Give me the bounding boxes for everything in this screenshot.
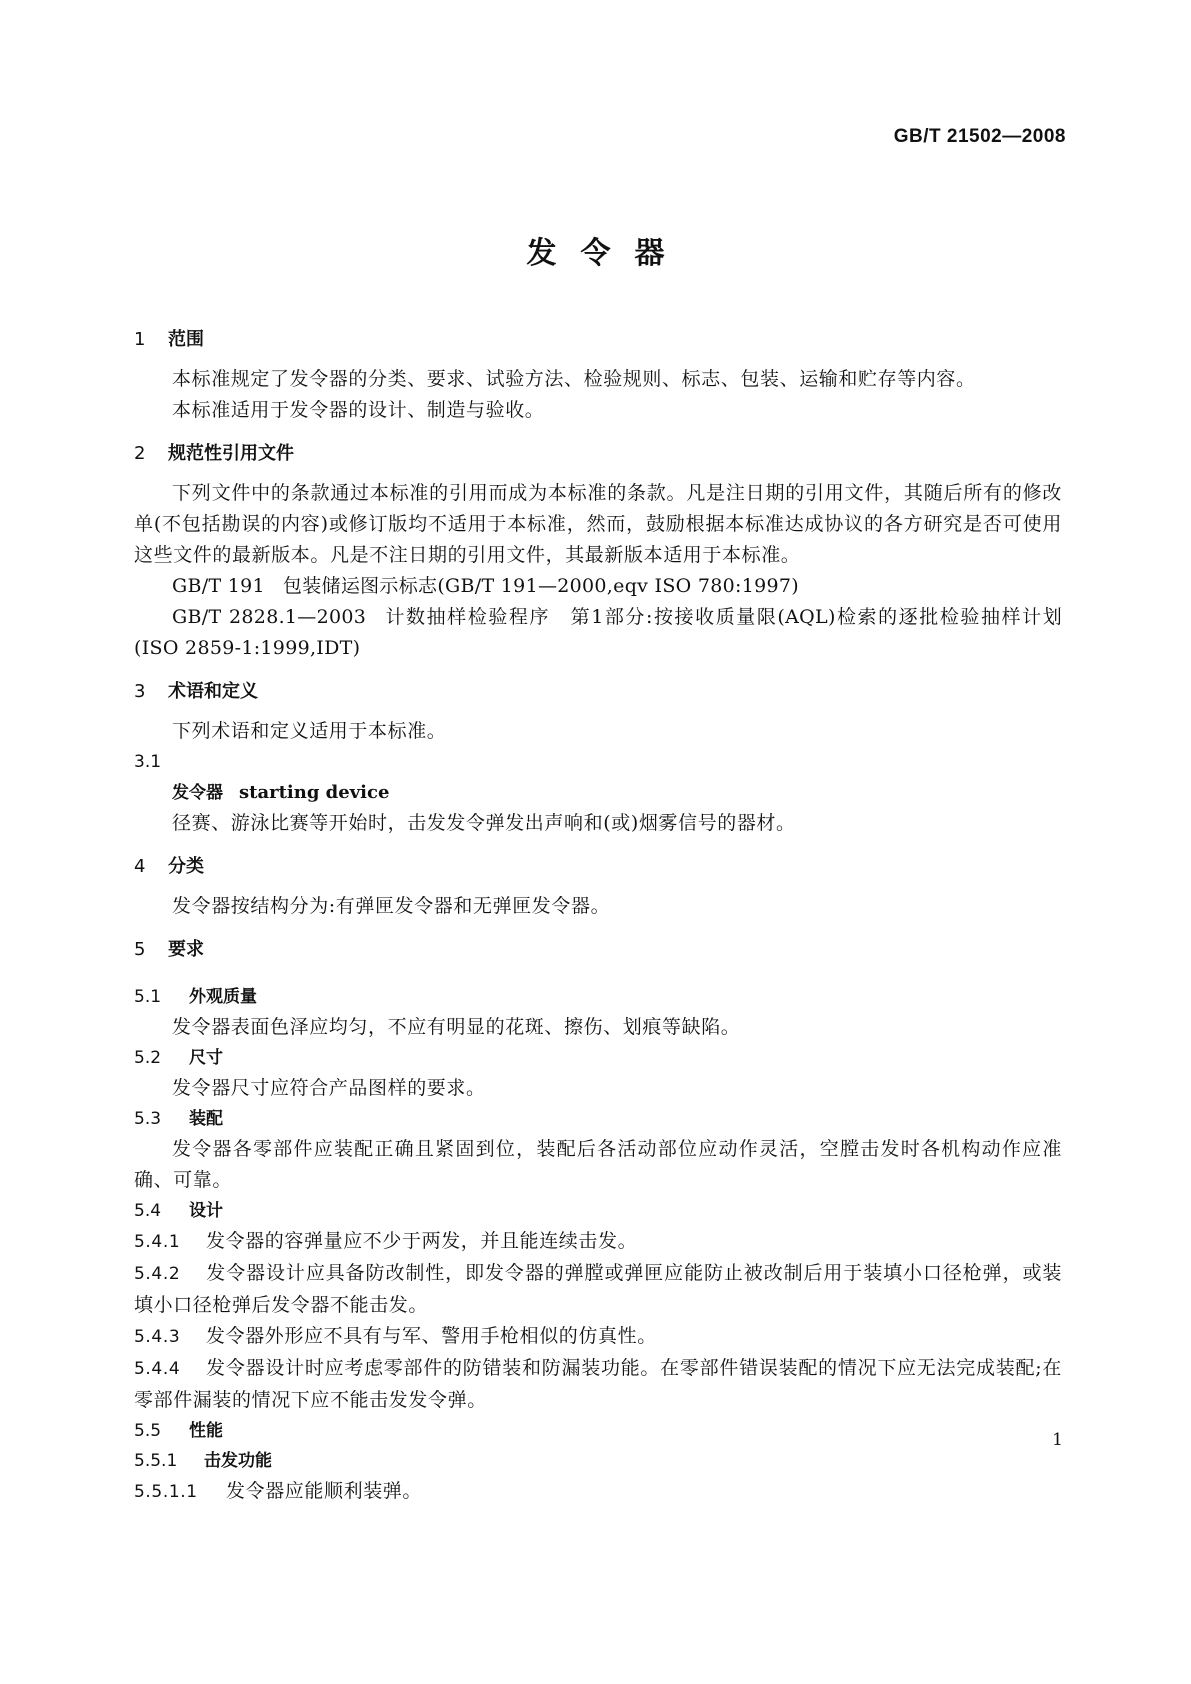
clause-text: 发令器的容弹量应不少于两发，并且能连续击发。 (206, 1230, 638, 1252)
normative-reference (134, 602, 1062, 664)
subsection-number: 5.5 (134, 1421, 162, 1441)
paragraph: 发令器按结构分为:有弹匣发令器和无弹匣发令器。 (172, 895, 611, 917)
section-heading-3 (134, 678, 1062, 706)
clause-number: 5.5.1.1 (134, 1482, 198, 1502)
term-definition: 径赛、游泳比赛等开始时，击发发令弹发出声响和(或)烟雾信号的器材。 (172, 812, 796, 834)
paragraph: 发令器尺寸应符合产品图样的要求。 (172, 1077, 486, 1099)
term-number: 3.1 (134, 752, 162, 772)
section-title: 分类 (168, 856, 204, 877)
normative-reference (134, 571, 1062, 602)
subsection-number: 5.1 (134, 987, 162, 1007)
reference-title: 计数抽样检验程序 第1部分:按接收质量限(AQL)检索的逐批检验抽样计划(ISO 2859-1:1999,IDT) (134, 606, 1062, 659)
clause (134, 1321, 1062, 1353)
clause-text: 发令器外形应不具有与军、警用手枪相似的仿真性。 (206, 1325, 657, 1347)
clause (134, 1353, 1062, 1416)
subsection-number: 5.5.1 (134, 1451, 178, 1471)
clause-text: 发令器应能顺利装弹。 (226, 1480, 423, 1502)
reference-code: GB/T 2828.1—2003 (172, 606, 367, 628)
section-title: 规范性引用文件 (168, 443, 294, 464)
subsection-title: 尺寸 (189, 1048, 223, 1068)
section-number: 1 (134, 329, 146, 350)
document-body (134, 326, 1062, 1508)
section-number: 2 (134, 443, 146, 464)
paragraph: 下列术语和定义适用于本标准。 (172, 720, 447, 742)
subsection-title: 设计 (189, 1201, 223, 1221)
paragraph: 本标准适用于发令器的设计、制造与验收。 (172, 399, 545, 421)
subsection-heading (134, 1446, 1062, 1476)
subsection-heading (134, 982, 1062, 1012)
clause-number: 5.4.2 (134, 1264, 181, 1284)
section-heading-4 (134, 853, 1062, 881)
section-heading-1 (134, 326, 1062, 354)
subsection-number: 5.3 (134, 1109, 162, 1129)
section-number: 4 (134, 856, 146, 877)
subsection-number: 5.4 (134, 1201, 162, 1221)
clause-number: 5.4.1 (134, 1232, 181, 1252)
section-number: 3 (134, 681, 146, 702)
section-heading-2 (134, 440, 1062, 468)
clause-text: 发令器设计时应考虑零部件的防错装和防漏装功能。在零部件错误装配的情况下应无法完成装配;在零部件漏装的情况下应不能击发发令弹。 (134, 1357, 1062, 1411)
subsection-heading (134, 1416, 1062, 1446)
paragraph: 发令器表面色泽应均匀，不应有明显的花斑、擦伤、划痕等缺陷。 (172, 1016, 741, 1038)
term-english: starting device (239, 782, 390, 803)
clause-number: 5.4.3 (134, 1327, 181, 1347)
clause-number: 5.4.4 (134, 1359, 181, 1379)
section-title: 范围 (168, 329, 204, 350)
clause-text: 发令器设计应具备防改制性，即发令器的弹膛或弹匣应能防止被改制后用于装填小口径枪弹，或装填小口径枪弹后发令器不能击发。 (134, 1262, 1062, 1316)
section-number: 5 (134, 939, 146, 960)
subsection-title: 外观质量 (189, 987, 257, 1007)
reference-title: 包装储运图示标志(GB/T 191—2000,eqv ISO 780:1997) (282, 575, 799, 597)
subsection-heading (134, 1104, 1062, 1134)
clause (134, 1258, 1062, 1321)
section-heading-5 (134, 936, 1062, 964)
subsection-title: 装配 (189, 1109, 223, 1129)
document-title: 发令器 (526, 236, 689, 271)
clause (134, 1476, 1062, 1508)
subsection-title: 击发功能 (204, 1451, 272, 1471)
standard-id: GB/T 21502—2008 (893, 126, 1066, 147)
page-number: 1 (1052, 1430, 1063, 1450)
term-entry (134, 777, 1062, 808)
clause (134, 1226, 1062, 1258)
subsection-title: 性能 (189, 1421, 223, 1441)
section-title: 要求 (168, 939, 204, 960)
paragraph: 本标准规定了发令器的分类、要求、试验方法、检验规则、标志、包装、运输和贮存等内容。 (172, 368, 976, 390)
subsection-heading (134, 1196, 1062, 1226)
subsection-heading (134, 1043, 1062, 1073)
subsection-number: 5.2 (134, 1048, 162, 1068)
paragraph: 发令器各零部件应装配正确且紧固到位，装配后各活动部位应动作灵活，空膛击发时各机构动作应准确、可靠。 (134, 1138, 1062, 1191)
paragraph: 下列文件中的条款通过本标准的引用而成为本标准的条款。凡是注日期的引用文件，其随后所有的修改单(不包括勘误的内容)或修订版均不适用于本标准，然而，鼓励根据本标准达成协议的各方研究是否可使用这些文件的最新版本。凡是不注日期的引用文件，其最新版本适用于本标准。 (134, 482, 1062, 566)
term-chinese: 发令器 (172, 783, 223, 803)
section-title: 术语和定义 (168, 681, 258, 702)
reference-code: GB/T 191 (172, 575, 265, 597)
